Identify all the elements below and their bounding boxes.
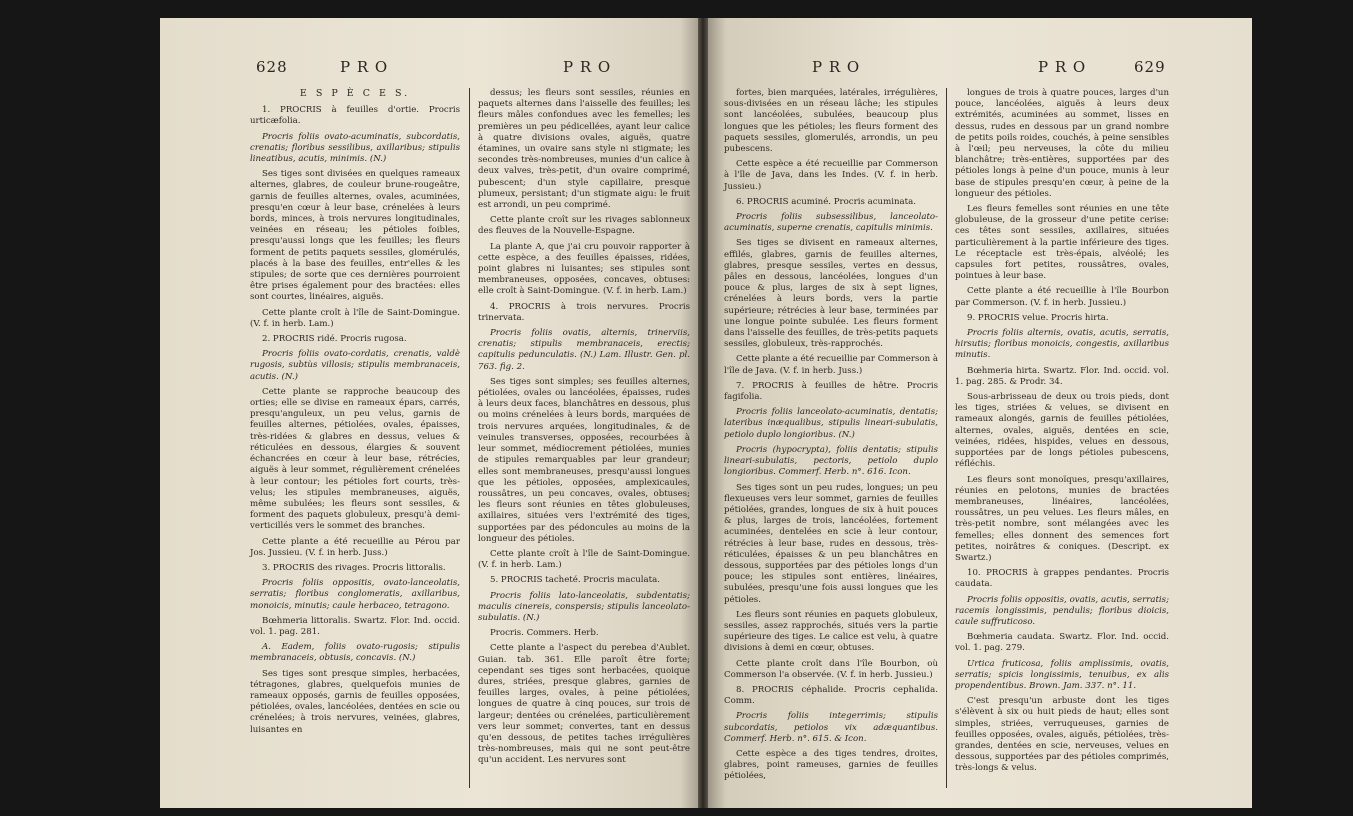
paragraph: 5. PROCRIS tacheté. Procris maculata. [490, 575, 660, 586]
left-page-column-1 [250, 88, 460, 740]
paragraph: Urtica fruticosa, foliis amplissimis, ovatis, serratis; spicis longissimis, tenuibus, ex alis propendentibus. Brown. Jam. 337. n°. 11. [955, 658, 1169, 691]
paragraph: Cette plante se rapproche beaucoup des orties; elle se divise en rameaux épars, carrés, presqu'anguleux, un peu velus, garnis de feuilles alternes, pétiolées, ovales, épaisses, très-ridées & glabres en dessus, velues & réticulées en dessous, élargies & souvent échancrées en cœur à leur base, rétrécies, aiguës à leur sommet, régulièrement crénelées à leur contour; les pétioles fort courts, très-velus; les stipules membraneuses, aiguës, même subulées; les fleurs sont sessiles, & forment des paquets globuleux, presqu'à demi-verticillés vers le sommet des branches. [250, 386, 460, 532]
paragraph: Ses tiges sont simples; ses feuilles alternes, pétiolées, ovales ou lancéolées, épaisses, rudes à leurs deux faces, blanchâtres en dessous, plus ou moins crénelées à leurs bords, marquées de trois nervures arquées, longitudinales, & de veinules transverses, opposées, recourbées à leur sommet, médiocrement pétiolées, munies de stipules remarquables par leur grandeur; elles sont membraneuses, presqu'aussi longues que les pétioles, opposées, amplexicaules, roussâtres, un peu concaves, ovales, obtuses; les fleurs sont réunies en têtes globuleuses, axillaires, situées vers l'extrémité des tiges, supportées par des pédoncules au moins de la longueur des pétioles. [478, 376, 690, 544]
paragraph: dessus; les fleurs sont sessiles, réunies en paquets alternes dans l'aisselle des feuilles; les fleurs mâles confondues avec les femelles; les premières un peu pédicellées, ayant leur calice à quatre divisions ovales, aiguës, quatre étamines, un ovaire sans style ni stigmate; les secondes très-nombreuses, munies d'un calice à deux valves, très-petit, d'un ovaire comprimé, pubescent; d'un style capillaire, presque plumeux, persistant; d'un stigmate aigu: le fruit est arrondi, un peu comprimé. [478, 88, 690, 211]
paragraph: Procris foliis subsessilibus, lanceolato-acuminatis, superne crenatis, capitulis minimis. [724, 212, 938, 234]
paragraph: Procris foliis integerrimis; stipulis subcordatis, petiolos vix adæquantibus. Commerf. Herb. n°. 615. & Icon. [724, 711, 938, 744]
paragraph: Procris foliis alternis, ovatis, acutis, serratis, hirsutis; floribus monoicis, congestis, axillaribus minutis. [955, 328, 1169, 361]
paragraph: Cette plante a été recueillie au Pérou par Jos. Jussieu. (V. f. in herb. Juss.) [250, 536, 460, 558]
paragraph: 4. PROCRIS à trois nervures. Procris trinervata. [478, 301, 690, 323]
species-heading: E S P È C E S. [299, 88, 411, 99]
paragraph: Ses tiges sont presque simples, herbacées, tétragones, glabres, quelquefois munies de rameaux opposés, garnis de feuilles opposées, pétiolées, ovales, lancéolées, dentées en scie ou crénelées; à trois nervures, veinées, glabres, luisantes en [250, 668, 460, 735]
paragraph: Bœhmeria hirta. Swartz. Flor. Ind. occid. vol. 1. pag. 285. & Prodr. 34. [955, 365, 1169, 387]
paragraph: Procris foliis lanceolato-acuminatis, dentatis; lateribus inæqualibus, stipulis lineari-subulatis, petiolo duplo longioribus. (N.) [724, 407, 938, 440]
paragraph: Les fleurs sont monoïques, presqu'axillaires, réunies en pelotons, munies de bractées membraneuses, linéaires, lancéolées, roussâtres, un peu velues. Les fleurs mâles, en très-petit nombre, sont mélangées avec les femelles; elles donnent des semences fort petites, noirâtres & coniques. (Descript. ex Swartz.) [955, 474, 1169, 563]
paragraph: Procris (hypocrypta), foliis dentatis; stipulis lineari-subulatis, pectoris, petiolo duplo longioribus. Commerf. Herb. n°. 616. Icon. [724, 444, 938, 478]
left-running-head-a: P R O [340, 58, 389, 76]
right-page-number: 629 [1134, 58, 1166, 76]
right-page-column-2 [955, 88, 1169, 779]
paragraph: Ses tiges se divisent en rameaux alternes, effilés, glabres, garnis de feuilles alternes, glabres, presque sessiles, vertes en dessus, pâles en dessous, lancéolées, longues d'un pouce & plus, larges de six à sept lignes, crénelées à leurs bords, vers la partie supérieure; rétrécies à leur base, terminées par une longue pointe subulée. Les fleurs forment dans l'aisselle des feuilles, de très-petits paquets sessiles, globuleux, très-rapprochés. [724, 238, 938, 350]
right-page-column-1 [724, 88, 938, 787]
book-gutter [698, 18, 708, 808]
paragraph: Procris foliis oppositis, ovato-lanceolatis, serratis; floribus conglomeratis, axillaribus, monoicis, minutis; caule herbaceo, tetragono. [250, 578, 460, 611]
paragraph: A. Eadem, foliis ovato-rugosis; stipulis membranaceis, obtusis, concavis. (N.) [250, 642, 460, 664]
paragraph: 3. PROCRIS des rivages. Procris littoralis. [262, 562, 446, 573]
paragraph: Procris foliis ovato-acuminatis, subcordatis, crenatis; floribus sessilibus, axillaribus; stipulis lineatibus, acutis, minimis. (N.) [250, 131, 460, 165]
paragraph: C'est presqu'un arbuste dont les tiges s'élèvent à six ou huit pieds de haut; elles sont simples, striées, verruqueuses, garnies de feuilles opposées, ovales, aiguës, pétiolées, très-grandes, dentées en scie, nerveuses, velues en dessous, supportées par des pétioles comprimés, très-longs & velus. [955, 696, 1169, 774]
paragraph: 8. PROCRIS céphalide. Procris cephalida. Comm. [724, 684, 938, 707]
paragraph: Cette plante a l'aspect du perebea d'Aublet. Guian. tab. 361. Elle paroît être forte; cependant ses tiges sont herbacées, quoique dures, striées, presque glabres, garnies de feuilles larges, ovales, à peine pétiolées, longues de quatre à cinq pouces, sur trois de largeur; dentées ou crénelées, particulièrement vers leur sommet; convertes, tant en dessus qu'en dessous, de petites taches irrégulières très-nombreuses, mais qui ne sont peut-être qu'un accident. Les nervures sont [478, 643, 690, 766]
paragraph: 10. PROCRIS à grappes pendantes. Procris caudata. [955, 568, 1169, 590]
left-column-rule [469, 88, 470, 788]
right-running-head-a: P R O [812, 58, 861, 76]
paragraph: Les fleurs sont réunies en paquets globuleux, sessiles, assez rapprochés, situés vers la partie supérieure des tiges. Le calice est velu, à quatre divisions à demi en cœur, obtuses. [724, 609, 938, 654]
paragraph: 9. PROCRIS velue. Procris hirta. [967, 312, 1109, 323]
paragraph: Procris foliis lato-lanceolatis, subdentatis; maculis cinereis, conspersis; stipulis lanceolato-subulatis. (N.) [478, 590, 690, 623]
paragraph: Cette plante croît dans l'île Bourbon, où Commerson l'a observée. (V. f. in herb. Jussieu.) [724, 658, 938, 680]
paragraph: Procris foliis oppositis, ovatis, acutis, serratis; racemis longissimis, pendulis; floribus dioicis, caule suffruticoso. [955, 594, 1169, 627]
paragraph: Cette plante croît à l'île de Saint-Domingue. (V. f. in herb. Lam.) [478, 548, 690, 571]
paragraph: Bœhmeria caudata. Swartz. Flor. Ind. occid. vol. 1. pag. 279. [955, 632, 1169, 654]
paragraph: Cette espèce a des tiges tendres, droites, glabres, point rameuses, garnies de feuilles pétiolées, [724, 748, 938, 782]
right-running-head-b: P R O [1038, 58, 1087, 76]
paragraph: 7. PROCRIS à feuilles de hêtre. Procris fagifolia. [724, 380, 938, 403]
paragraph: longues de trois à quatre pouces, larges d'un pouce, lancéolées, aiguës à leurs deux extrémités, acuminées au sommet, lisses en dessus, rudes en dessous par un grand nombre de petits poils roides, couchés, à peine sensibles à l'œil; peu nerveuses, la côte du milieu blanchâtre; très-entières, supportées par des pétioles longs à peine d'un pouce, munis à leur base de stipules presqu'en cœur, à peine de la longueur des pétioles. [955, 88, 1169, 199]
paragraph: Cette plante croît à l'île de Saint-Domingue. (V. f. in herb. Lam.) [250, 307, 460, 329]
paragraph: 1. PROCRIS à feuilles d'ortie. Procris urticæfolia. [250, 105, 460, 127]
paragraph: Les fleurs femelles sont réunies en une tête globuleuse, de la grosseur d'une petite cerise: ces têtes sont sessiles, axillaires, situées particulièrement à la partie inférieure des tiges. Le réceptacle est très-épais, alvéolé; les capsules fort petites, roussâtres, ovales, pointues à leur base. [955, 204, 1169, 282]
paragraph: 2. PROCRIS ridé. Procris rugosa. [262, 334, 407, 345]
left-running-head-b: P R O [563, 58, 612, 76]
paragraph: Cette plante a été recueillie à l'île Bourbon par Commerson. (V. f. in herb. Jussieu.) [955, 286, 1169, 308]
left-page-column-2 [478, 88, 690, 771]
paragraph: Bœhmeria littoralis. Swartz. Flor. Ind. occid. vol. 1. pag. 281. [250, 615, 460, 637]
paragraph: Procris. Commers. Herb. [490, 628, 599, 639]
paragraph: La plante A, que j'ai cru pouvoir rapporter à cette espèce, a des feuilles épaisses, ridées, point glabres ni luisantes; ses stipules sont membraneuses, opposées, concaves, obtuses: elle croît à Saint-Domingue. (V. f. in herb. Lam.) [478, 241, 690, 297]
paragraph: Cette plante a été recueillie par Commerson à l'île de Java. (V. f. in herb. Juss.) [724, 354, 938, 376]
paragraph: Procris foliis ovatis, alternis, trinerviis, crenatis; stipulis membranaceis, erectis; capitulis pedunculatis. (N.) Lam. Illustr. Gen. pl. 763. fig. 2. [478, 328, 690, 372]
paragraph: Ses tiges sont divisées en quelques rameaux alternes, glabres, de couleur brune-rougeâtre, garnis de feuilles alternes, ovales, acuminées, presqu'en cœur à leur base, crénelées à leurs bords, minces, à trois nervures longitudinales, veinées en réseau; les pétioles foibles, presqu'aussi longs que les feuilles; les fleurs forment de petits paquets sessiles, glomérulés, placés à la base des feuilles, entr'elles & les stipules; de sorte que ces dernières pourroient être prises également pour des bractées: elles sont courtes, linéaires, aiguës. [250, 169, 460, 303]
paragraph: Procris foliis ovato-cordatis, crenatis, valdè rugosis, subtùs villosis; stipulis membranaceis, acutis. (N.) [250, 349, 460, 382]
paragraph: Cette espèce a été recueillie par Commerson à l'île de Java, dans les Indes. (V. f. in herb. Jussieu.) [724, 159, 938, 192]
paragraph: Ses tiges sont un peu rudes, longues; un peu flexueuses vers leur sommet, garnies de feuilles pétiolées, grandes, longues de six à huit pouces & plus, larges de trois, lancéolées, fortement acuminées, dentelées en scie à leur contour, rétrécies à leur base, rudes en dessous, très-réticulées, épaisses & un peu blanchâtres en dessous, supportées par des pétioles longs d'un pouce; les stipules sont entières, linéaires, subulées, presqu'une fois aussi longues que les pétioles. [724, 482, 938, 605]
paragraph: Sous-arbrisseau de deux ou trois pieds, dont les tiges, striées & velues, se divisent en rameaux alongés, garnis de feuilles pétiolées, alternes, ovales, aiguës, dentées en scie, veinées, ridées, hispides, velues en dessous, supportées par de longs pétioles pubescens, réfléchis. [955, 392, 1169, 470]
paragraph: fortes, bien marquées, latérales, irrégulières, sous-divisées en un réseau lâche; les stipules sont lancéolées, subulées, beaucoup plus longues que les pétioles; les fleurs forment des paquets sessiles, glomerulés, arrondis, un peu pubescens. [724, 88, 938, 155]
paragraph: Cette plante croît sur les rivages sablonneux des fleuves de la Nouvelle-Espagne. [478, 215, 690, 237]
right-column-rule [946, 88, 947, 788]
left-page-number: 628 [256, 58, 288, 76]
paragraph: 6. PROCRIS acuminé. Procris acuminata. [736, 196, 916, 207]
